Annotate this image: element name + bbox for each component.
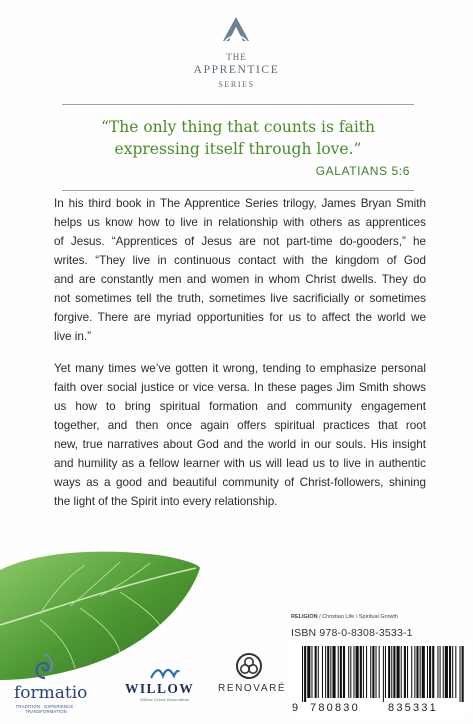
description-paragraph-2	[54, 359, 426, 511]
willow-tagline: Willow Creek Association	[140, 697, 190, 702]
paragraph-line: together, and then once again offers spiritual practices that root	[54, 419, 426, 432]
paragraph-line: faith over social justice or vice versa. In these pages Jim Smith shows	[54, 381, 426, 394]
series-sub-label: SERIES	[218, 80, 255, 89]
paragraph-line: and are constantly men and women in whom Christ dwells. They do	[54, 273, 426, 286]
apprentice-series-logo-icon	[221, 16, 251, 42]
divider-bottom	[62, 190, 414, 191]
isbn-label: ISBN 978-0-8308-3533-1	[291, 627, 413, 639]
willow-wave-icon	[150, 666, 180, 682]
paragraph-line: new, true narratives about God and the world in our souls. His insight	[54, 438, 426, 451]
barcode-digits-right: 835331	[388, 702, 438, 714]
paragraph-line: In his third book in The Apprentice Series trilogy, James Bryan Smith	[54, 197, 426, 210]
category-rest: / Christian Life / Spiritual Growth	[317, 614, 398, 620]
category-label	[291, 614, 398, 620]
renovare-knot-icon	[235, 652, 263, 680]
quote-line-1: “The only thing that counts is faith	[101, 118, 375, 136]
paragraph-line: Yet many times we’ve gotten it wrong, tending to emphasize personal	[54, 362, 426, 375]
series-the-label: THE	[226, 52, 247, 62]
paragraph-line: us how to bring spiritual formation and community engagement	[54, 400, 426, 413]
barcode-digits-left: 780830	[310, 702, 360, 714]
description-paragraph-1	[54, 194, 426, 346]
paragraph-line: the light of the Spirit into every relationship.	[54, 495, 278, 508]
paragraph-line: of Jesus. “Apprentices of Jesus are not part-time do-gooders,” he	[54, 235, 426, 248]
renovare-logo-text: RENOVARÉ	[218, 683, 287, 694]
series-name-label: APPRENTICE	[193, 64, 280, 76]
paragraph-line: ways as a good and beautiful community of Christ-followers, shining	[54, 476, 426, 489]
willow-logo-text: WILLOW	[125, 681, 195, 696]
formatio-logo-text: formatio	[14, 683, 88, 703]
formatio-swirl-icon	[32, 652, 58, 680]
paragraph-line: live in.”	[54, 330, 92, 343]
paragraph-line: forgive. There are myriad opportunities for us to affect the world we	[54, 311, 426, 324]
paragraph-line: not sometimes tell the truth, sometimes live sacrificially or sometimes	[54, 292, 426, 305]
quote-reference: GALATIANS 5:6	[315, 164, 410, 178]
paragraph-line: helps us know how to live in relationship with others as apprentices	[54, 216, 426, 229]
quote-line-2: expressing itself through love.”	[114, 140, 362, 158]
divider-top	[62, 104, 414, 105]
formatio-tagline: TRADITION · EXPERIENCE · TRANSFORMATION	[15, 704, 77, 714]
barcode-digit-first: 9	[292, 702, 299, 714]
category-main: RELIGION	[291, 614, 318, 620]
paragraph-line: and humility as a fellow learner with us will lead us to live in authentic	[54, 457, 426, 470]
paragraph-line: writes. “They live in continuous contact with the kingdom of God	[54, 254, 426, 267]
barcode-bars	[290, 642, 470, 702]
